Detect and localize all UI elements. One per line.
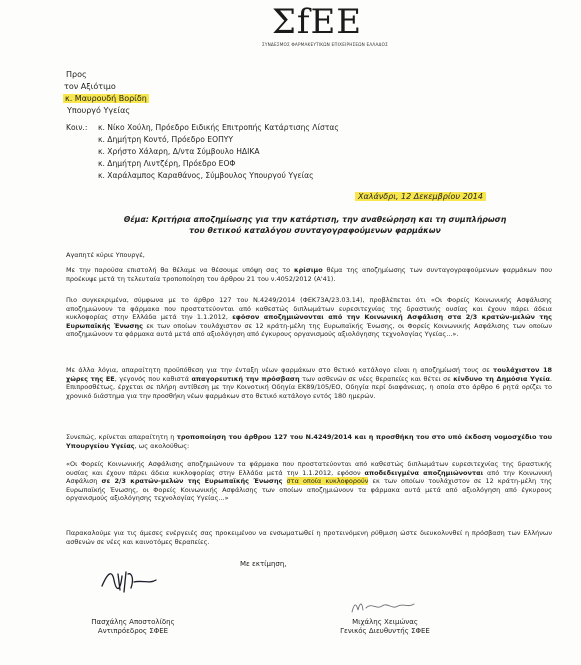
logo-mark: ΣfEE: [271, 2, 363, 42]
recipient-name: [63, 94, 149, 104]
cc-item: κ. Χρήστο Χάλαρη, Δ/ντα Σύμβουλο ΗΔΙΚΑ: [98, 147, 260, 156]
recipient-to: Προς: [66, 70, 87, 79]
p4-text: , ως ακολούθως:: [134, 441, 190, 450]
paragraph-6: Παρακαλούμε για τις άμεσες ενέργειές σας προκειμένου να ενσωματωθεί η προτεινόμενη ρύθμιση ώστε διευκολυνθεί η πρόσβαση των Ελλήνων ασθενών σε νέες και καινοτόμες θεραπείες.: [66, 529, 552, 546]
signatory-right: [320, 618, 450, 636]
closing: Με εκτίμηση,: [240, 560, 287, 568]
paragraph-2: [66, 296, 552, 339]
p2-bold: εφόσον αποζημιώνονται από την Κοινωνική Ασφάλιση στα 2/3 κρατών-μελών της Ευρωπαϊκής Ένωσης: [66, 313, 552, 330]
p3-text: , γεγονός που καθιστά: [114, 374, 192, 383]
p3-text: Με άλλα λόγια, απαραίτητη προϋπόθεση για την ένταξη νέων φαρμάκων στο θετικό κατάλογο είναι η αποζημίωσή τους σε: [66, 366, 494, 374]
signatory-right-name: Μιχάλης Χειμώνας: [352, 618, 418, 626]
p3-bold: απαγορευτική την πρόσβαση: [191, 374, 300, 383]
recipient-salutation: τον Αξιότιμο: [64, 82, 116, 91]
cc-item: κ. Δημήτρη Κοντό, Πρόεδρο ΕΟΠΥΥ: [98, 135, 234, 144]
cc-item: κ. Χαράλαμπος Καραθάνος, Σύμβουλος Υπουργού Υγείας: [98, 171, 314, 180]
cc-item: κ. Νίκο Χούλη, Πρόεδρο Ειδικής Επιτροπής Κατάρτισης Λίστας: [98, 123, 339, 132]
p5-text: [282, 477, 286, 485]
signatory-left-title: Αντιπρόεδρος ΣΦΕΕ: [97, 627, 169, 635]
p5-bold: σε 2/3 κρατών-μελών της Ευρωπαϊκής Ένωσης: [101, 477, 283, 486]
p5-text: από την Κοινωνική Ασφάλιση: [66, 468, 552, 486]
p4-text: Συνεπώς, κρίνεται απαραίτητη η: [66, 433, 177, 441]
recipient-name-text: κ. Μαυρουδή Βορίδη: [65, 94, 147, 103]
letter-date: Χαλάνδρι, 12 Δεκεμβρίου 2014: [355, 192, 486, 201]
p2-text: Πιο συγκεκριμένα, σύμφωνα με το άρθρο 127 του Ν.4249/2014 (ΦΕΚ73Α/23.03.14), προβλέπεται ότι «Οι Φορείς Κοινωνικής Ασφάλισης αποζημιώνουν τα φάρμακα που προστατεύονται από καθεστώς διπλωμάτων ευρεσιτεχνίας της δραστικής ουσίας και έχουν πάρει άδεια κυκλοφορίας στην Ελλάδα μετά την 1.1.2012,: [66, 296, 552, 322]
p4-bold: τροποποίηση του άρθρου 127 του Ν.4249/2014 και η προσθήκη του στο υπό έκδοση νομοσχέδιο του Υπουργείου Υγείας: [66, 433, 552, 450]
logo-subtitle: ΣΥΝΔΕΣΜΟΣ ΦΑΡΜΑΚΕΥΤΙΚΩΝ ΕΠΙΧΕΙΡΗΣΕΩΝ ΕΛΛΑΔΟΣ: [262, 42, 388, 47]
letter-subject: [95, 214, 535, 236]
p1-text: Με την παρούσα επιστολή θα θέλαμε να θέσουμε υπόψη σας το: [66, 266, 295, 274]
paragraph-1: [66, 266, 552, 283]
p3-bold: κίνδυνο τη Δημόσια Υγεία: [453, 374, 550, 383]
p3-text: . Επιπροσθέτως, έρχεται σε πλήρη αντίθεση με την Κοινοτική Οδηγία ΕΚ89/105/ΕΟ, Οδηγία περί διαφάνειας, η οποία στο άρθρο 6 ρητά ορίζει το χρονικό διάστημα για την προσθήκη νέων φαρμάκων στο θετικό κατάλογο εντός 180 ημερών.: [66, 374, 552, 400]
signature-left: [98, 566, 160, 598]
cc-item: κ. Δημήτρη Λιντζέρη, Πρόεδρο ΕΟΦ: [98, 159, 236, 168]
greeting: Αγαπητέ κύριε Υπουργέ,: [66, 251, 145, 259]
p1-bold: κρίσιμο: [294, 266, 323, 274]
p3-text: των ασθενών σε νέες θεραπείες και θέτει σε: [299, 374, 454, 383]
paragraph-5-quote: [66, 460, 552, 503]
p5-bold: αποδεδειγμένα αποζημιώνονται: [364, 468, 484, 477]
signatory-left: [74, 618, 192, 636]
subject-line-2: του θετικού καταλόγου συνταγογραφούμενων φαρμάκων: [189, 226, 441, 235]
cc-label: Κοιν.:: [66, 123, 88, 132]
signatory-right-title: Γενικός Διευθυντής ΣΦΕΕ: [340, 627, 430, 635]
recipient-title: Υπουργό Υγείας: [67, 106, 131, 115]
p1-text: θέμα της αποζημίωσης των συνταγογραφούμενων φαρμάκων που προέκυψε μετά τη τελευταία τροποποίηση του άρθρου 21 του ν.4052/2012 (Α'41).: [66, 266, 552, 283]
p3-bold: τουλάχιστον 18 χώρες της ΕΕ: [66, 366, 552, 383]
p5-text: εκ των οποίων τουλάχιστον σε 12 κράτη-μέλη της Ευρωπαϊκής Ένωσης, οι Φορείς Κοινωνικής Ασφάλισης των οποίων αποζημιώνουν τα φάρμακα αυτά μετά από αξιολόγηση από έγκυρους οργανισμούς αξιολόγησης τεχνολογίας Υγείας...»: [66, 477, 553, 503]
subject-line-1: Θέμα: Κριτήρια αποζημίωσης για την κατάρτιση, την αναθεώρηση και τη συμπλήρωση: [123, 215, 507, 224]
paragraph-4: [66, 433, 552, 450]
signature-right: [348, 598, 418, 616]
p5-highlight: στα οποία κυκλοφορούν: [286, 477, 369, 486]
sfee-logo: [262, 2, 388, 50]
p5-text: «Οι Φορείς Κοινωνικής Ασφάλισης αποζημιώνουν τα φάρμακα που προστατεύονται από καθεστώς διπλωμάτων ευρεσιτεχνίας της δραστικής ουσίας και έχουν πάρει άδεια κυκλοφορίας στην Ελλάδα μετά την 1.1.2012, εφόσον: [66, 460, 552, 477]
p2-text: εκ των οποίων τουλάχιστον σε 12 κράτη-μέλη της Ευρωπαϊκής Ένωσης, οι Φορείς Κοινωνικής Ασφάλισης των οποίων αποζημιώνουν τα φάρμακα αυτά μετά από αξιολόγηση από έγκυρους οργανισμούς αξιολόγησης τεχνολογίας Υγείας...».: [66, 321, 553, 339]
signatory-left-name: Πασχάλης Αποστολίδης: [91, 618, 175, 626]
paragraph-3: [66, 366, 552, 400]
